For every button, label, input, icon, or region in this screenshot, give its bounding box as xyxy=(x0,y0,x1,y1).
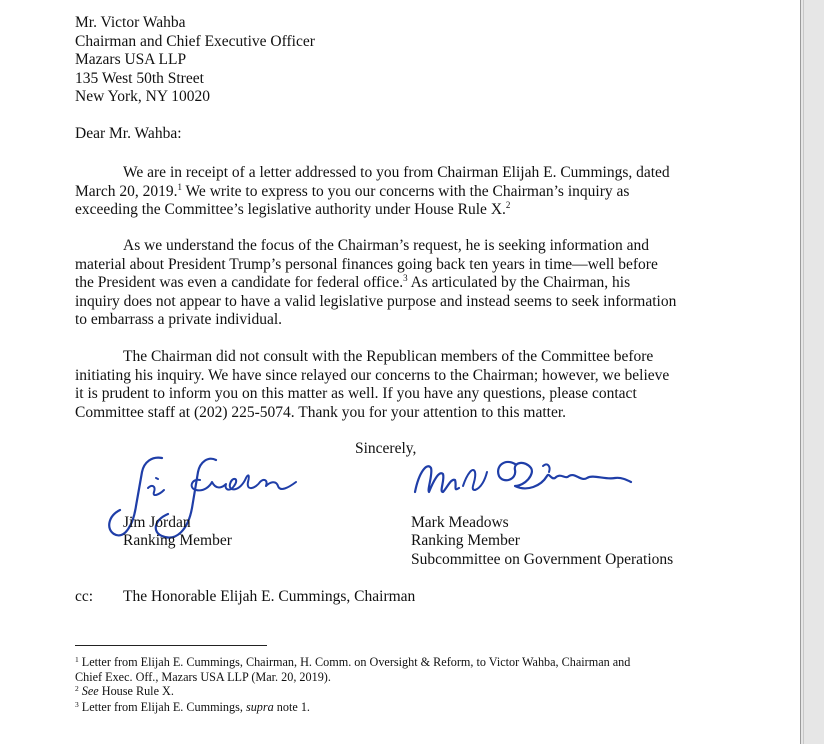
signer-right-title: Ranking Member xyxy=(411,532,520,549)
paragraph-3-line: it is prudent to inform you on this matter as well. If you have any questions, please contact xyxy=(75,385,637,402)
paragraph-3 xyxy=(75,348,715,422)
signer-right-subcommittee: Subcommittee on Government Operations xyxy=(411,551,674,568)
salutation: Dear Mr. Wahba: xyxy=(75,125,182,142)
footnote-ref: 1 xyxy=(177,181,182,192)
recipient-title: Chairman and Chief Executive Officer xyxy=(75,33,315,50)
page-edge-line xyxy=(803,0,804,744)
footnote-ref: 3 xyxy=(403,273,408,283)
recipient-name: Mr. Victor Wahba xyxy=(75,14,186,31)
footnote-1: $^1$ Letter from Elijah E. Cummings, Chairman, H. Comm. on Oversight & Reform, to Victor Wahba, Chairman and xyxy=(75,655,631,669)
cc-recipient: The Honorable Elijah E. Cummings, Chairman xyxy=(123,588,416,605)
footnote-divider xyxy=(75,645,267,646)
footnote-3: $^3$ Letter from Elijah E. Cummings, supra note 1. xyxy=(75,700,310,714)
footnote-1-cont: Chief Exec. Off., Mazars USA LLP (Mar. 20, 2019). xyxy=(75,670,331,684)
paragraph-1-line: March 20, 2019.$^1$ We write to express to you our concerns with the Chairman’s inquiry as xyxy=(75,181,630,200)
paragraph-1-line: We are in receipt of a letter addressed to you from Chairman Elijah E. Cummings, dated xyxy=(123,164,670,181)
signer-left-name: Jim Jordan xyxy=(123,514,191,531)
paragraph-2-line: the President was even a candidate for federal office.$^3$ As articulated by the Chairman, his xyxy=(75,273,631,291)
paragraph-3-line: initiating his inquiry. We have since relayed our concerns to the Chairman; however, we believe xyxy=(75,366,670,384)
paragraph-3-line: Committee staff at (202) 225-5074. Thank you for your attention to this matter. xyxy=(75,403,567,421)
paragraph-2-line: material about President Trump’s personal finances going back ten years in time—well before xyxy=(75,255,658,273)
paragraph-2 xyxy=(75,237,715,330)
signature-right xyxy=(405,452,635,512)
recipient-firm: Mazars USA LLP xyxy=(75,51,187,68)
closing: Sincerely, xyxy=(355,440,417,457)
paragraph-1-line: exceeding the Committee’s legislative authority under House Rule X.$^2$ xyxy=(75,200,511,218)
paragraph-1 xyxy=(75,164,715,220)
cc-label: cc: xyxy=(75,588,94,605)
paragraph-2-line: inquiry does not appear to have a valid legislative purpose and instead seems to seek information xyxy=(75,292,677,310)
footnote-ref: 2 xyxy=(505,200,511,210)
paragraph-2-line: As we understand the focus of the Chairman’s request, he is seeking information and xyxy=(123,237,650,254)
footnote-2: $^2$ See House Rule X. xyxy=(75,684,174,698)
signer-right-name: Mark Meadows xyxy=(411,514,509,531)
recipient-city: New York, NY 10020 xyxy=(75,88,211,105)
recipient-street: 135 West 50th Street xyxy=(75,70,204,87)
paragraph-3-line: The Chairman did not consult with the Republican members of the Committee before xyxy=(123,348,654,365)
signer-left-title: Ranking Member xyxy=(123,532,232,549)
paragraph-2-line: to embarrass a private individual. xyxy=(75,311,283,328)
